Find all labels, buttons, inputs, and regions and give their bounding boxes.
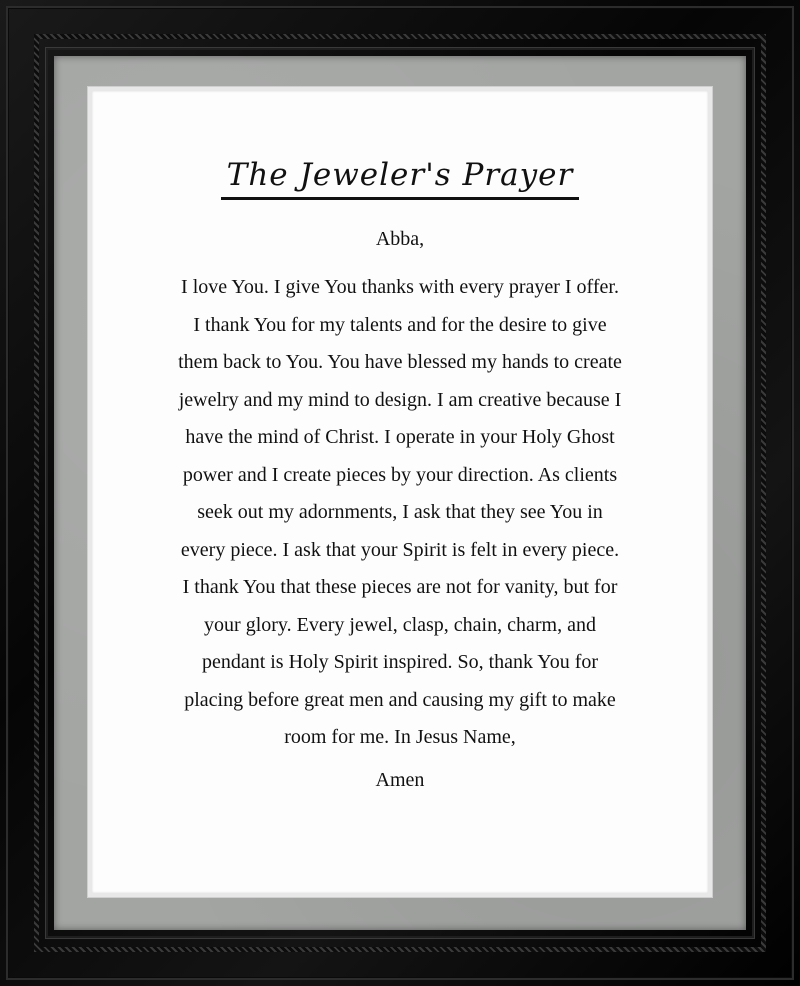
prayer-line: your glory. Every jewel, clasp, chain, charm, and	[204, 613, 596, 636]
print-paper	[92, 91, 708, 893]
prayer-line: placing before great men and causing my gift to make	[184, 688, 616, 711]
prayer-line: have the mind of Christ. I operate in your Holy Ghost	[185, 426, 615, 448]
prayer-line: power and I create pieces by your direction. As clients	[182, 463, 618, 486]
prayer-line: them back to You. You have blessed my hands to create	[178, 351, 622, 373]
prayer-closing: Amen	[375, 769, 425, 791]
prayer-line: I thank You that these pieces are not for vanity, but for	[182, 576, 618, 598]
prayer-line: pendant is Holy Spirit inspired. So, thank You for	[201, 651, 599, 673]
prayer-line: jewelry and my mind to design. I am creative because I	[178, 388, 622, 411]
prayer-line: room for me. In Jesus Name,	[284, 726, 516, 748]
prayer-line: every piece. I ask that your Spirit is felt in every piece.	[180, 538, 620, 561]
prayer-greeting: Abba,	[375, 228, 425, 250]
prayer-line: I love You. I give You thanks with every prayer I offer.	[181, 276, 619, 298]
prayer-line: I thank You for my talents and for the desire to give	[193, 313, 607, 336]
title-block	[92, 157, 708, 200]
prayer-line: seek out my adornments, I ask that they see You in	[197, 501, 603, 523]
prayer-body	[92, 272, 708, 760]
prayer-title: The Jeweler's Prayer	[221, 157, 580, 200]
